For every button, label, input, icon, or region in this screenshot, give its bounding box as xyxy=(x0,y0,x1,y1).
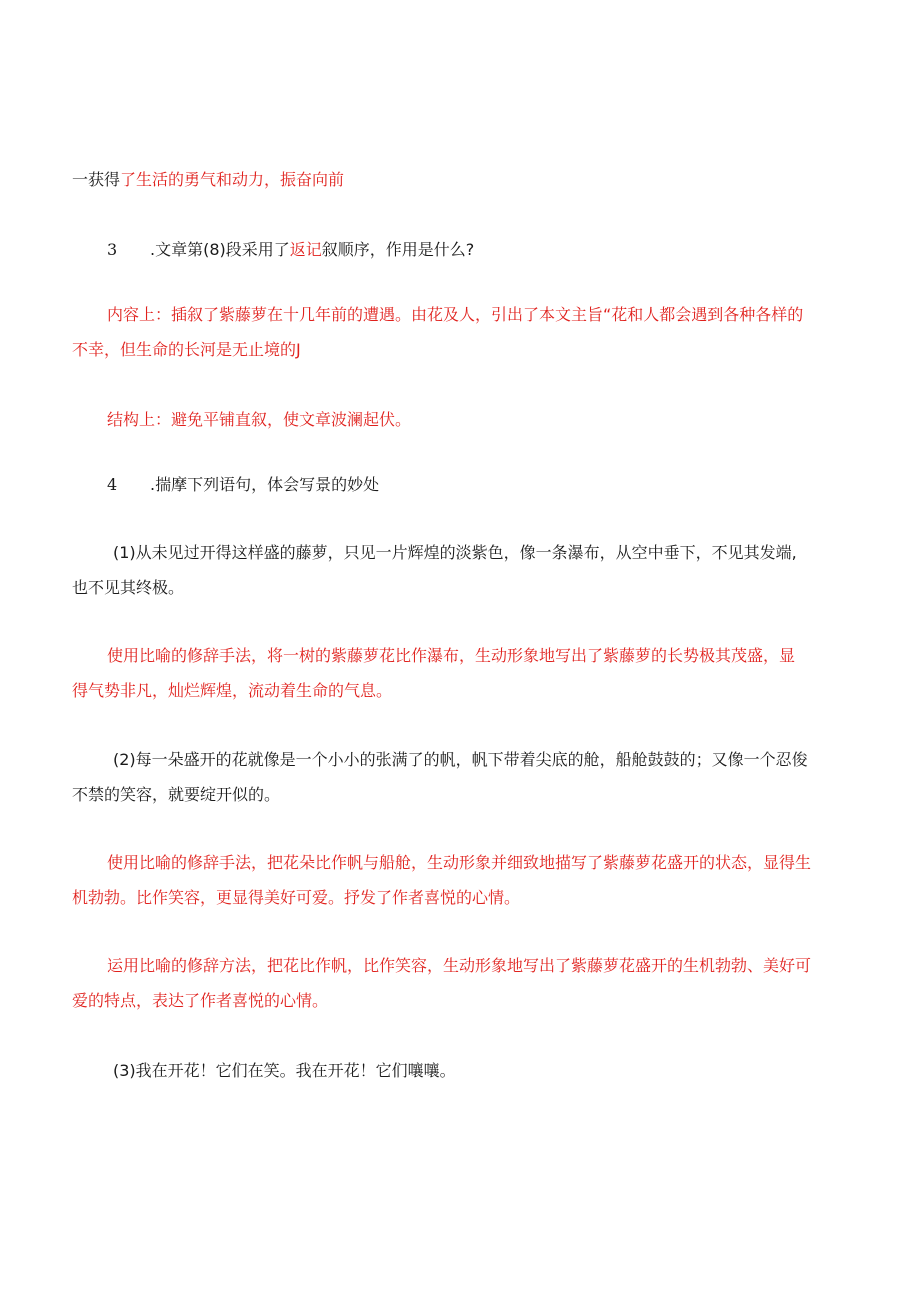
question-3 xyxy=(150,240,474,260)
answer-sentence-1-line2: 得气势非凡，灿烂辉煌，流动着生命的气息。 xyxy=(72,681,393,700)
sentence-2-line1: (2)每一朵盛开的花就像是一个小小的张满了的帆，帆下带着尖底的舱，船舱鼓鼓的；又像一个忍俊 xyxy=(113,750,808,769)
answer-sentence-2a-line2: 机勃勃。比作笑容，更显得美好可爱。抒发了作者喜悦的心情。 xyxy=(72,888,521,907)
sentence-3: (3)我在开花！它们在笑。我在开花！它们嚷嚷。 xyxy=(113,1061,456,1080)
question-3-number: 3 xyxy=(107,240,118,259)
answer-3-structure: 结构上：避免平铺直叙，使文章波澜起伏。 xyxy=(107,410,412,429)
answer-sentence-2b-line2: 爱的特点，表达了作者喜悦的心情。 xyxy=(72,991,329,1010)
question-3-part3: 叙顺序，作用是什么? xyxy=(321,240,475,259)
question-3-highlight: 返记 xyxy=(289,240,322,259)
answer-2-prefix: 一获得 xyxy=(72,170,121,189)
question-4-number: 4 xyxy=(107,475,118,494)
answer-2-highlight: 了生活的勇气和动力，振奋向前 xyxy=(120,170,345,189)
answer-3-content-line1: 内容上：插叙了紫藤萝在十几年前的遭遇。由花及人，引出了本文主旨“花和人都会遇到各种各样的 xyxy=(107,305,804,324)
answer-3-content-line2: 不幸，但生命的长河是无止境的J xyxy=(72,340,301,359)
sentence-1-line2: 也不见其终极。 xyxy=(72,578,185,597)
question-3-part1: .文章第(8)段采用了 xyxy=(150,240,290,259)
sentence-1-line1: (1)从未见过开得这样盛的藤萝，只见一片辉煌的淡紫色，像一条瀑布，从空中垂下，不见其发端, xyxy=(113,543,797,562)
answer-sentence-1-line1: 使用比喻的修辞手法，将一树的紫藤萝花比作瀑布，生动形象地写出了紫藤萝的长势极其茂盛，显 xyxy=(107,646,796,665)
answer-sentence-2b-line1: 运用比喻的修辞方法，把花比作帆，比作笑容，生动形象地写出了紫藤萝花盛开的生机勃勃、美好可 xyxy=(107,956,812,975)
question-4: .揣摩下列语句，体会写景的妙处 xyxy=(150,475,380,494)
sentence-2-line2: 不禁的笑容，就要绽开似的。 xyxy=(72,785,281,804)
answer-sentence-2a-line1: 使用比喻的修辞手法，把花朵比作帆与船舱，生动形象并细致地描写了紫藤萝花盛开的状态，显得生 xyxy=(107,853,812,872)
answer-2-tail xyxy=(72,170,344,190)
